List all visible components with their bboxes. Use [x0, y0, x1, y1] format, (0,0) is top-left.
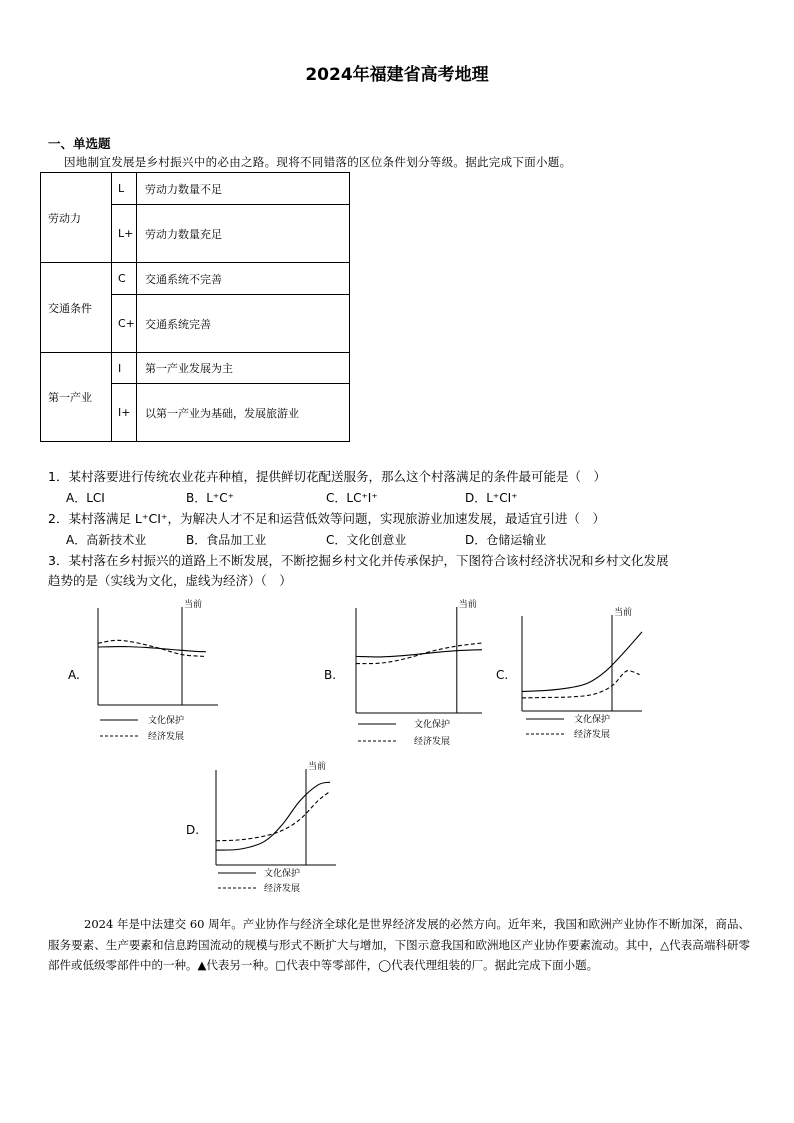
grade-category: 交通条件: [41, 263, 112, 353]
legend-solid-label: 文化保护: [148, 716, 185, 726]
economy-series-line: [216, 791, 330, 840]
legend-solid-label: 文化保护: [414, 720, 451, 730]
grade-desc: 以第一产业为基础，发展旅游业: [137, 384, 350, 442]
question-2-stem: 2．某村落满足 L⁺CI⁺，为解决人才不足和运营低效等问题，实现旅游业加速发展，最适宜引进（ ）: [48, 511, 606, 526]
now-label: 当前: [614, 608, 633, 618]
passage-text: 2024 年是中法建交 60 周年。产业协作与经济全球化是世界经济发展的必然方向。近年来，我国和欧洲产业协作不断加深，商品、服务要素、生产要素和信息跨国流动的规模与形式不断扩大与增加，下图示意我国和欧洲地区产业协作要素流动。其中，△代表高端科研零部件或低级零部件中的一种。▲代表另一种。□代表中等零部件，◯代表代理组装的厂。据此完成下面小题。: [48, 917, 750, 972]
grade-desc: 劳动力数量不足: [137, 173, 350, 205]
grade-code: L: [112, 173, 137, 205]
q1-option-d[interactable]: D．L⁺CI⁺: [465, 491, 518, 505]
now-label: 当前: [184, 600, 203, 610]
q2-option-b[interactable]: B．食品加工业: [186, 533, 267, 547]
now-label: 当前: [458, 600, 477, 610]
q1-option-a[interactable]: A．LCI: [66, 491, 105, 505]
q2-option-d[interactable]: D．仓储运输业: [465, 533, 547, 547]
q1-option-b[interactable]: B．L⁺C⁺: [186, 491, 234, 505]
question-3-stem-line1: 3．某村落在乡村振兴的道路上不断发展，不断挖掘乡村文化并传承保护，下图符合该村经济状况和乡村文化发展: [48, 553, 669, 568]
question-1-stem: 1．某村落要进行传统农业花卉种植，提供鲜切花配送服务，那么这个村落满足的条件最可能是（ ）: [48, 469, 606, 484]
legend-dashed-label: 经济发展: [148, 732, 185, 742]
grade-desc: 交通系统完善: [137, 295, 350, 353]
economy-series-line: [522, 671, 640, 698]
legend-solid-label: 文化保护: [574, 715, 611, 725]
chart-a: [60, 598, 230, 748]
economy-series-line: [356, 643, 482, 664]
culture-series-line: [98, 647, 206, 652]
culture-series-line: [522, 632, 642, 692]
grade-category: 第一产业: [41, 353, 112, 442]
grade-code: C+: [112, 295, 137, 353]
grade-desc: 第一产业发展为主: [137, 353, 350, 384]
chart-option-label[interactable]: B.: [324, 668, 337, 682]
section-heading: 一、单选题: [48, 136, 111, 151]
legend-dashed-label: 经济发展: [574, 730, 611, 740]
now-label: 当前: [308, 762, 327, 772]
grade-code: C: [112, 263, 137, 295]
grade-code: I+: [112, 384, 137, 442]
grade-table: [40, 172, 350, 442]
grade-code: L+: [112, 205, 137, 263]
legend-dashed-label: 经济发展: [414, 737, 451, 747]
chart-c: [492, 606, 652, 746]
chart-option-label[interactable]: C.: [496, 668, 509, 682]
culture-series-line: [356, 650, 482, 657]
grade-code: I: [112, 353, 137, 384]
q2-option-c[interactable]: C．文化创意业: [326, 533, 407, 547]
legend-dashed-label: 经济发展: [264, 884, 301, 894]
chart-b: [318, 598, 498, 754]
q2-option-a[interactable]: A．高新技术业: [66, 533, 147, 547]
legend-solid-label: 文化保护: [264, 869, 301, 879]
page-title: 2024年福建省高考地理: [305, 65, 489, 85]
grade-desc: 交通系统不完善: [137, 263, 350, 295]
chart-option-label[interactable]: A.: [68, 668, 80, 682]
intro-text: 因地制宜发展是乡村振兴中的必由之路。现将不同错落的区位条件划分等级。据此完成下面小题。: [64, 155, 572, 169]
chart-d: [184, 760, 344, 900]
grade-category: 劳动力: [41, 173, 112, 263]
q1-option-c[interactable]: C．LC⁺I⁺: [326, 491, 378, 505]
grade-desc: 劳动力数量充足: [137, 205, 350, 263]
question-3-stem-line2: 趋势的是（实线为文化，虚线为经济）（ ）: [48, 573, 292, 588]
chart-option-label[interactable]: D.: [186, 823, 200, 837]
